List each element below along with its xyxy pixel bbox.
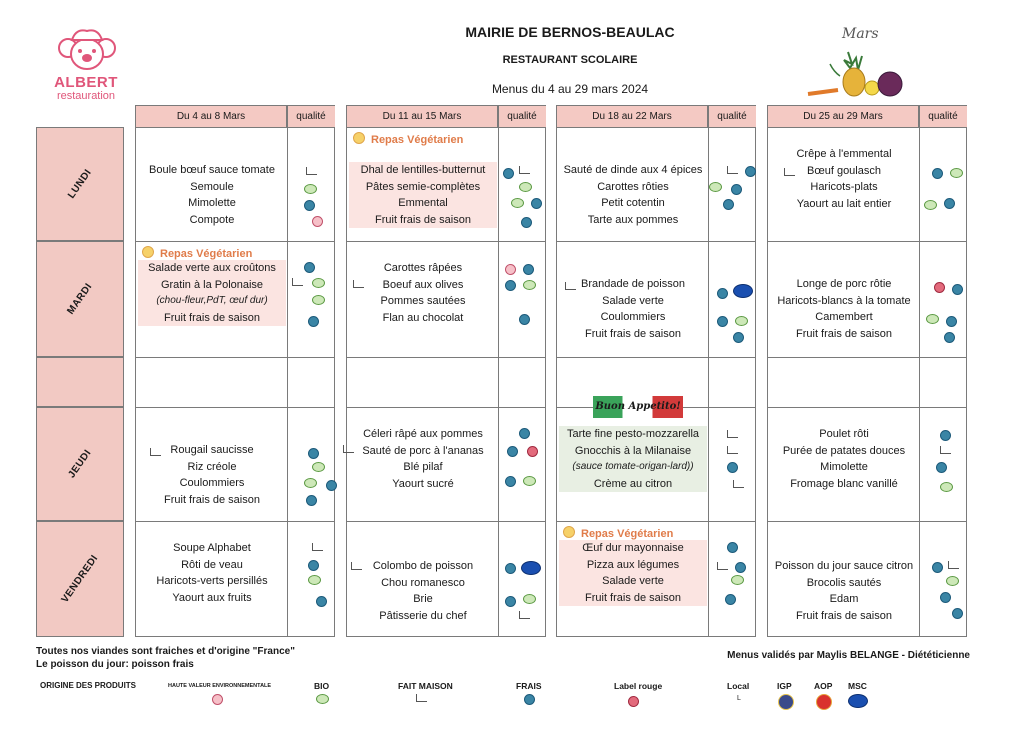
logo-subtitle: restauration xyxy=(56,90,116,102)
bio-icon xyxy=(304,478,317,488)
frais-icon xyxy=(731,184,742,195)
frais-icon xyxy=(326,480,337,491)
row-divider xyxy=(347,521,545,522)
buon-appetito-logo: Buon Appetito! xyxy=(593,396,683,418)
menu-vendredi xyxy=(138,540,286,606)
dish: Brandade de poisson xyxy=(581,278,685,290)
dish: Riz créole xyxy=(187,460,237,473)
frais-icon xyxy=(717,288,728,299)
menu-jeudi xyxy=(349,426,497,492)
row-divider xyxy=(768,357,966,358)
dish: Pizza aux légumes xyxy=(586,558,680,571)
bio-icon xyxy=(940,482,953,492)
fait-maison-icon xyxy=(416,694,427,702)
frais-icon xyxy=(531,198,542,209)
row-divider xyxy=(768,407,966,408)
frais-icon xyxy=(940,592,951,603)
dish: Carottes râpées xyxy=(383,262,463,274)
dish: Yaourt sucré xyxy=(392,477,454,490)
row-divider xyxy=(136,407,334,408)
frais-icon xyxy=(944,198,955,209)
menu-lundi xyxy=(349,162,497,228)
bio-icon xyxy=(926,314,939,324)
dish: Coulommiers xyxy=(179,477,245,489)
frais-icon xyxy=(503,168,514,179)
bio-icon xyxy=(312,295,325,305)
menu-vendredi xyxy=(559,540,707,606)
week-column-1 xyxy=(135,105,335,637)
bio-icon xyxy=(523,594,536,604)
veg-icon xyxy=(563,526,575,538)
dish: Poisson du jour sauce citron xyxy=(774,560,914,572)
dish: Camembert xyxy=(815,311,873,323)
bio-icon xyxy=(946,576,959,586)
row-divider xyxy=(768,241,966,242)
dish: Brocolis sautés xyxy=(806,576,882,589)
frais-icon xyxy=(952,284,963,295)
frais-icon xyxy=(717,316,728,327)
row-divider xyxy=(768,521,966,522)
veg-tag xyxy=(563,526,673,540)
veg-tag xyxy=(142,246,252,260)
frais-icon xyxy=(316,596,327,607)
dish: Fruit frais de saison xyxy=(585,327,681,340)
dish: Gratin à la Polonaise xyxy=(160,278,264,291)
menu-lundi xyxy=(138,162,286,228)
dish: Soupe Alphabet xyxy=(173,542,251,554)
row-label-lundi xyxy=(36,127,124,241)
row-label-jeudi xyxy=(36,407,124,521)
label-rouge-icon xyxy=(628,696,639,707)
dish: Sauté de dinde aux 4 épices xyxy=(563,164,703,176)
quality-divider xyxy=(287,106,288,636)
veg-label: Repas Végétarien xyxy=(371,134,464,146)
dish: Boule bœuf sauce tomate xyxy=(149,164,275,176)
frais-icon xyxy=(521,217,532,228)
dish: Sauté de porc à l'ananas xyxy=(362,444,484,457)
dish: Tarte aux pommes xyxy=(587,213,679,226)
menu-lundi xyxy=(559,162,707,228)
frais-icon xyxy=(940,430,951,441)
bio-icon xyxy=(312,462,325,472)
albert-logo xyxy=(36,28,146,108)
bio-icon xyxy=(511,198,524,208)
veg-icon xyxy=(142,246,154,258)
local-icon xyxy=(565,282,576,290)
dish: Carottes rôties xyxy=(597,180,669,193)
march-illustration xyxy=(800,28,920,100)
frais-icon xyxy=(723,199,734,210)
page-subtitle: RESTAURANT SCOLAIRE xyxy=(502,54,638,66)
dish: Pommes sautées xyxy=(380,295,466,307)
label-rouge-icon xyxy=(934,282,945,293)
veg-tag xyxy=(353,132,463,146)
chef-koala-icon xyxy=(58,28,116,72)
dish: Fruit frais de saison xyxy=(164,493,260,506)
legend-origin-title: ORIGINE DES PRODUITS xyxy=(40,681,137,690)
row-divider xyxy=(347,241,545,242)
dish: Rôti de veau xyxy=(181,558,243,571)
menu-lundi xyxy=(770,146,918,212)
local-icon xyxy=(343,445,354,453)
frais-icon xyxy=(304,262,315,273)
dish: Flan au chocolat xyxy=(382,311,464,324)
local-icon xyxy=(150,448,161,456)
frais-icon xyxy=(725,594,736,605)
hve-icon xyxy=(212,694,223,705)
frais-icon xyxy=(727,542,738,553)
dish: Haricots-blancs à la tomate xyxy=(777,294,911,307)
fait-maison-icon xyxy=(312,543,323,551)
day-label: LUNDI xyxy=(66,167,94,201)
menu-mardi xyxy=(559,276,707,342)
label-rouge-icon xyxy=(527,446,538,457)
dish: Œuf dur mayonnaise xyxy=(582,542,684,554)
quality-header: qualité xyxy=(287,106,335,128)
dish: Céleri râpé aux pommes xyxy=(363,428,483,440)
legend-igp-label: IGP xyxy=(777,681,792,691)
row-divider xyxy=(347,407,545,408)
day-label: JEUDI xyxy=(66,447,94,481)
dish-detail: (chou-fleur,PdT, œuf dur) xyxy=(156,295,268,306)
quality-header: qualité xyxy=(919,106,967,128)
row-divider xyxy=(347,357,545,358)
week-column-2 xyxy=(346,105,546,637)
fait-maison-icon xyxy=(519,611,530,619)
frais-icon xyxy=(304,200,315,211)
dish: Yaourt au lait entier xyxy=(796,197,892,210)
dish: Tarte fine pesto-mozzarella xyxy=(566,428,700,440)
month-title: Mars xyxy=(842,26,879,42)
fait-maison-icon xyxy=(727,430,738,438)
period: Menus du 4 au 29 mars 2024 xyxy=(491,82,649,96)
msc-icon xyxy=(848,694,868,708)
dish: Yaourt aux fruits xyxy=(172,591,252,604)
msc-icon xyxy=(733,284,753,298)
dish: Salade verte xyxy=(602,575,664,587)
dish: Pâtisserie du chef xyxy=(379,609,467,622)
legend-frais-label: FRAIS xyxy=(516,681,542,691)
dish: Compote xyxy=(189,213,235,226)
fait-maison-icon xyxy=(292,278,303,286)
dish: Haricots-verts persillés xyxy=(156,575,268,587)
dish: Fromage blanc vanillé xyxy=(790,477,898,490)
frais-icon xyxy=(519,314,530,325)
quality-divider xyxy=(498,106,499,636)
frais-icon xyxy=(306,495,317,506)
legend-hve-label: HAUTE VALEUR ENVIRONNEMENTALE xyxy=(168,683,272,689)
fait-maison-icon xyxy=(717,562,728,570)
dish: Crêpe à l'emmental xyxy=(796,148,892,160)
menu-jeudi xyxy=(559,426,707,492)
day-label: MARDI xyxy=(65,281,95,317)
frais-icon xyxy=(505,280,516,291)
frais-icon xyxy=(735,562,746,573)
dish: Emmental xyxy=(398,197,448,209)
hve-icon xyxy=(505,264,516,275)
dish: Colombo de poisson xyxy=(372,560,474,572)
frais-icon xyxy=(745,166,756,177)
legend-msc-label: MSC xyxy=(848,681,867,691)
dish: Poulet rôti xyxy=(819,428,869,440)
bio-icon xyxy=(731,575,744,585)
dish: Semoule xyxy=(190,180,234,193)
dish: Chou romanesco xyxy=(381,576,465,589)
dish: Gnocchis à la Milanaise xyxy=(574,444,692,457)
menu-mardi xyxy=(138,260,286,326)
menu-vendredi xyxy=(349,558,497,624)
frais-icon xyxy=(507,446,518,457)
week-title: Du 25 au 29 Mars xyxy=(768,106,919,128)
legend-fait-label: FAIT MAISON xyxy=(398,681,453,691)
local-icon xyxy=(351,562,362,570)
frais-icon xyxy=(952,608,963,619)
quality-divider xyxy=(919,106,920,636)
footer-fish-note: Le poisson du jour: poisson frais xyxy=(36,659,194,670)
logo-brand: ALBERT xyxy=(54,74,118,91)
frais-icon xyxy=(505,476,516,487)
dish: Fruit frais de saison xyxy=(375,213,471,226)
bio-icon xyxy=(950,168,963,178)
page-title: MAIRIE DE BERNOS-BEAULAC xyxy=(465,24,675,40)
dish: Fruit frais de saison xyxy=(796,327,892,340)
veg-label: Repas Végétarien xyxy=(581,528,674,540)
dish: Bœuf goulasch xyxy=(807,164,881,177)
menu-jeudi xyxy=(770,426,918,492)
day-label: VENDREDI xyxy=(59,553,101,605)
row-divider xyxy=(557,241,755,242)
bio-icon xyxy=(924,200,937,210)
quality-header: qualité xyxy=(708,106,756,128)
dish: Fruit frais de saison xyxy=(164,311,260,324)
frais-icon xyxy=(727,462,738,473)
bio-icon xyxy=(312,278,325,288)
row-divider xyxy=(136,521,334,522)
fait-maison-icon xyxy=(519,166,530,174)
fait-maison-icon xyxy=(727,446,738,454)
fait-maison-icon xyxy=(948,561,959,569)
dish: Mimolette xyxy=(820,461,868,473)
dish: Edam xyxy=(829,593,859,605)
row-divider xyxy=(557,521,755,522)
frais-icon xyxy=(308,560,319,571)
fait-maison-icon xyxy=(733,480,744,488)
frais-icon xyxy=(505,596,516,607)
row-label-vendredi xyxy=(36,521,124,637)
aop-icon xyxy=(816,694,832,710)
local-icon xyxy=(784,168,795,176)
frais-icon xyxy=(505,563,516,574)
igp-icon xyxy=(778,694,794,710)
dish: Boeuf aux olives xyxy=(382,278,464,291)
row-label-mercredi xyxy=(36,357,124,407)
row-label-mardi xyxy=(36,241,124,357)
bio-icon xyxy=(304,184,317,194)
dish-detail: (sauce tomate-origan-lard)) xyxy=(572,461,694,472)
bio-icon xyxy=(523,280,536,290)
dish: Purée de patates douces xyxy=(782,444,906,457)
dish: Fruit frais de saison xyxy=(796,609,892,622)
fruits-icon xyxy=(800,42,920,100)
fait-maison-icon xyxy=(727,166,738,174)
frais-icon xyxy=(733,332,744,343)
dish: Crème au citron xyxy=(593,477,673,490)
footer-meat-note: Toutes nos viandes sont fraiches et d'origine "France" xyxy=(36,646,295,657)
fait-maison-icon xyxy=(940,446,951,454)
dish: Haricots-plats xyxy=(810,181,878,193)
week-column-4 xyxy=(767,105,967,637)
dish: Pâtes semie-complètes xyxy=(365,180,481,193)
veg-icon xyxy=(353,132,365,144)
menu-vendredi xyxy=(770,558,918,624)
footer-validation: Menus validés par Maylis BELANGE - Diététicienne xyxy=(727,650,970,661)
frais-icon xyxy=(944,332,955,343)
legend-bio-label: BIO xyxy=(314,681,330,691)
quality-header: qualité xyxy=(498,106,546,128)
menu-mardi xyxy=(770,276,918,342)
frais-icon xyxy=(932,168,943,179)
veg-label: Repas Végétarien xyxy=(160,248,253,260)
hve-icon xyxy=(312,216,323,227)
dish: Brie xyxy=(413,593,433,605)
dish: Mimolette xyxy=(188,197,236,209)
frais-icon xyxy=(524,694,535,705)
dish: Salade verte aux croûtons xyxy=(148,262,276,274)
bio-icon xyxy=(735,316,748,326)
dish: Petit cotentin xyxy=(601,197,665,209)
fait-maison-icon xyxy=(306,167,317,175)
dish: Dhal de lentilles-butternut xyxy=(360,164,486,176)
bio-icon xyxy=(308,575,321,585)
dish: Fruit frais de saison xyxy=(585,591,681,604)
week-column-3 xyxy=(556,105,756,637)
frais-icon xyxy=(523,264,534,275)
frais-icon xyxy=(946,316,957,327)
bio-icon xyxy=(709,182,722,192)
menu-mardi xyxy=(349,260,497,326)
dish: Blé pilaf xyxy=(403,461,443,473)
legend-label-rouge-label: Label rouge xyxy=(614,681,663,691)
dish: Rougail saucisse xyxy=(170,444,254,456)
bio-icon xyxy=(523,476,536,486)
frais-icon xyxy=(308,316,319,327)
week-title: Du 11 au 15 Mars xyxy=(347,106,498,128)
frais-icon xyxy=(932,562,943,573)
week-title: Du 4 au 8 Mars xyxy=(136,106,287,128)
local-icon xyxy=(353,280,364,288)
row-divider xyxy=(136,357,334,358)
legend-aop-label: AOP xyxy=(814,681,833,691)
dish: Coulommiers xyxy=(600,311,666,323)
local-icon: L xyxy=(737,695,741,702)
frais-icon xyxy=(936,462,947,473)
msc-icon xyxy=(521,561,541,575)
frais-icon xyxy=(519,428,530,439)
row-divider xyxy=(136,241,334,242)
dish: Longe de porc rôtie xyxy=(796,278,892,290)
week-title: Du 18 au 22 Mars xyxy=(557,106,708,128)
legend-local-label: Local xyxy=(727,681,750,691)
row-divider xyxy=(557,357,755,358)
bio-icon xyxy=(519,182,532,192)
dish: Salade verte xyxy=(602,294,664,307)
frais-icon xyxy=(308,448,319,459)
bio-icon xyxy=(316,694,329,704)
